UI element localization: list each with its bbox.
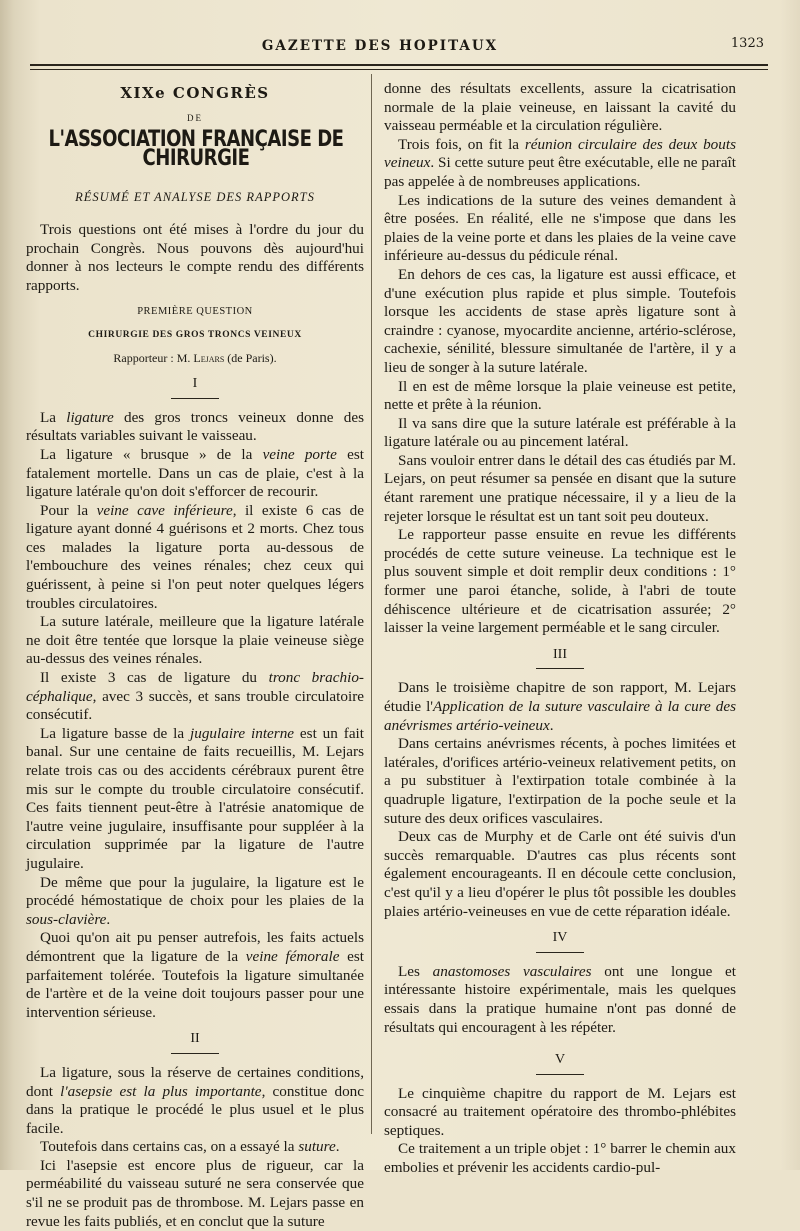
paragraph: Dans certains anévrismes récents, à poches limitées et latérales, d'orifices artério-veineux relativement petits, on a pu substituer à l'extirpation totale combinée à la quadruple ligature, l'extirpation de la poche seule et la suture des deux orifices vasculaires. — [384, 735, 736, 827]
paragraph: Quoi qu'on ait pu penser autrefois, les faits actuels démontrent que la ligature de la veine fémorale est parfaitement tolérée. Toutefois la ligature simultanée de l'artère et de la veine doit toujours passer pour une intervention sérieuse. — [26, 929, 364, 1021]
right-column — [384, 80, 736, 1178]
paragraph: Trois fois, on fit la réunion circulaire des deux bouts veineux. Si cette suture peut être exécutable, elle ne paraît pas appelée à de nombreuses applications. — [384, 135, 736, 190]
paragraph: La suture latérale, meilleure que la ligature latérale ne doit être tentée que lorsque la plaie veineuse siège au-dessus des veines rénales. — [26, 613, 364, 668]
section-number-5: V — [554, 1052, 566, 1068]
de-heading: DE — [187, 112, 203, 123]
emphasis: jugulaire interne — [190, 724, 295, 742]
rapporteur-prefix: Rapporteur : M. — [113, 350, 194, 365]
emphasis: anastomoses vasculaires — [432, 962, 592, 980]
section-rule — [536, 952, 584, 953]
emphasis: veine cave inférieure — [96, 501, 233, 519]
section-rule — [536, 1074, 584, 1075]
paragraph: Les anastomoses vasculaires ont une longue et intéressante histoire expérimentale, mais les quelques essais dans la pratique humaine n'ont pas donné de résultats qui encouragent à les répéter. — [384, 962, 736, 1036]
emphasis: tronc brachio-céphalique — [26, 669, 364, 705]
section-number-3: III — [553, 646, 567, 662]
paragraph: La ligature des gros troncs veineux donne des résultats variables suivant le vaisseau. — [26, 408, 364, 445]
paragraph: Il existe 3 cas de ligature du tronc brachio-céphalique, avec 3 succès, et sans trouble circulatoire consécutif. — [26, 669, 364, 724]
paragraph: Ce traitement a un triple objet : 1° barrer le chemin aux embolies et prévenir les accidents cardio-pul- — [384, 1140, 736, 1177]
congress-heading: XIXe CONGRÈS — [120, 84, 270, 102]
paragraph: Il en est de même lorsque la plaie veineuse est petite, nette et prête à la réunion. — [384, 377, 736, 414]
paragraph: En dehors de ces cas, la ligature est aussi efficace, et d'une exécution plus rapide et plus simple. Toutefois lorsque les accidents de stase après ligature sont à craindre : cyanose, myocardite ancienne, artério-sclérose, cachexie, sénilité, blessure simultanée de l'artère, il y a lieu de songer à la suture latérale. — [384, 265, 736, 376]
paragraph: De même que pour la jugulaire, la ligature est le procédé hémostatique de choix pour les plaies de la sous-clavière. — [26, 873, 364, 928]
emphasis: veine fémorale — [245, 947, 340, 965]
paragraph: La ligature, sous la réserve de certaines conditions, dont l'asepsie est la plus importante, constitue donc dans la pratique le procédé le plus usuel et le plus facile. — [26, 1063, 364, 1137]
paragraph: Pour la veine cave inférieure, il existe 6 cas de ligature ayant donné 4 guérisons et 2 morts. Chez tous ces malades la ligature porta au-dessous de l'embouchure des veines rénales; chez ceux qui guérissent, à peine si l'on peut noter quelques légers troubles circulatoires. — [26, 501, 365, 612]
paragraph: donne des résultats excellents, assure la cicatrisation normale de la plaie veineuse, en laissant la cavité du vaisseau perméable et la circulation régulière. — [384, 80, 736, 135]
resume-heading: RÉSUMÉ ET ANALYSE DES RAPPORTS — [75, 190, 315, 205]
column-divider — [371, 74, 372, 1134]
paragraph: Dans le troisième chapitre de son rapport, M. Lejars étudie l'Application de la suture vasculaire à la cure des anévrismes artério-veineux. — [384, 679, 736, 734]
association-heading: L'ASSOCIATION FRANÇAISE DE CHIRURGIE — [48, 127, 344, 171]
paragraph: Le rapporteur passe ensuite en revue les différents procédés de cette suture veineuse. La technique est le plus souvent simple et doit remplir deux conditions : 1° former une paroi étanche, solide, à l'abri de toute déhiscence ultérieure et de cicatrisation assurée; 2° laisser la veine largement perméable et le sang circuler. — [384, 526, 736, 637]
rapporteur-suffix: (de Paris). — [224, 350, 277, 365]
section-rule — [171, 1053, 219, 1054]
emphasis: ligature — [66, 408, 114, 426]
rapporteur-line — [26, 349, 364, 368]
emphasis: suture — [298, 1138, 336, 1156]
paragraph: Il va sans dire que la suture latérale est préférable à la ligature latérale ou au pincement latéral. — [384, 414, 736, 451]
emphasis: l'asepsie est la plus importante — [60, 1082, 262, 1100]
header-rule-thick — [30, 64, 768, 66]
paragraph: Les indications de la suture des veines demandent à être posées. En réalité, elle ne s'impose que dans les plaies de la veine porte et dans les plaies de la veine cave inférieure au-dessus du pédicule rénal. — [384, 191, 736, 265]
paragraph: Sans vouloir entrer dans le détail des cas étudiés par M. Lejars, on peut résumer sa pensée en disant que la suture étant rarement une pratique nécessaire, il y a lieu de la rejeter lorsque le résultat est un tant soit peu douteux. — [384, 451, 736, 525]
paragraph: Deux cas de Murphy et de Carle ont été suivis d'un succès remarquable. D'autres cas plus récents sont également encourageants. Il en découle cette conclusion, c'est qu'il y a lieu d'opérer le plus tôt possible les doubles plaies artério-veineuses en vue de cette réparation idéale. — [384, 828, 736, 920]
running-header — [0, 34, 800, 58]
section-number-4: IV — [552, 930, 568, 946]
section-rule — [536, 668, 584, 669]
emphasis: sous-clavière — [26, 910, 107, 928]
section-number-1: I — [192, 376, 198, 392]
left-column — [26, 80, 364, 1231]
intro-paragraph: Trois questions ont été mises à l'ordre du jour du prochain Congrès. Nous pouvons dès aujourd'hui donner à nos lecteurs le compte rendu des différents rapports. — [26, 220, 364, 294]
subject-heading: CHIRURGIE DES GROS TRONCS VEINEUX — [88, 329, 302, 340]
header-rule-thin — [30, 69, 768, 70]
running-title: GAZETTE DES HOPITAUX — [261, 38, 499, 54]
page-number: 1323 — [730, 36, 764, 51]
section-number-2: II — [190, 1031, 200, 1047]
emphasis: veine porte — [262, 445, 337, 463]
paragraph: Ici l'asepsie est encore plus de rigueur, car la perméabilité du vaisseau suturé ne sera conservée que s'il ne se produit pas de thrombose. M. Lejars passe en revue les faits publiés, et en conclut que la suture — [26, 1156, 364, 1230]
emphasis: Application de la suture vasculaire à la cure des anévrismes artério-veineux — [384, 698, 736, 734]
paragraph: Toutefois dans certains cas, on a essayé la suture. — [40, 1138, 340, 1156]
question-heading: PREMIÈRE QUESTION — [137, 306, 253, 318]
paragraph: Le cinquième chapitre du rapport de M. Lejars est consacré au traitement opératoire des thrombo-phlébites septiques. — [384, 1084, 736, 1139]
rapporteur-name: Lejars — [193, 350, 225, 365]
paragraph: La ligature basse de la jugulaire interne est un fait banal. Sur une centaine de faits recueillis, M. Lejars relate trois cas ou des accidents cérébraux purent être mis sur le compte du trouble circulatoire consécutif. Ces faits tiennent peut-être à l'atrésie anatomique de l'autre veine jugulaire, insuffisante pour suppléer à la circulation supprimée par la ligature de l'autre jugulaire. — [26, 724, 364, 872]
emphasis: réunion circulaire des deux bouts veineux — [384, 135, 736, 172]
paragraph: La ligature « brusque » de la veine porte est fatalement mortelle. Dans un cas de plaie, c'est à la ligature latérale qu'on doit s'efforcer de recourir. — [26, 445, 364, 501]
section-rule — [171, 398, 219, 399]
